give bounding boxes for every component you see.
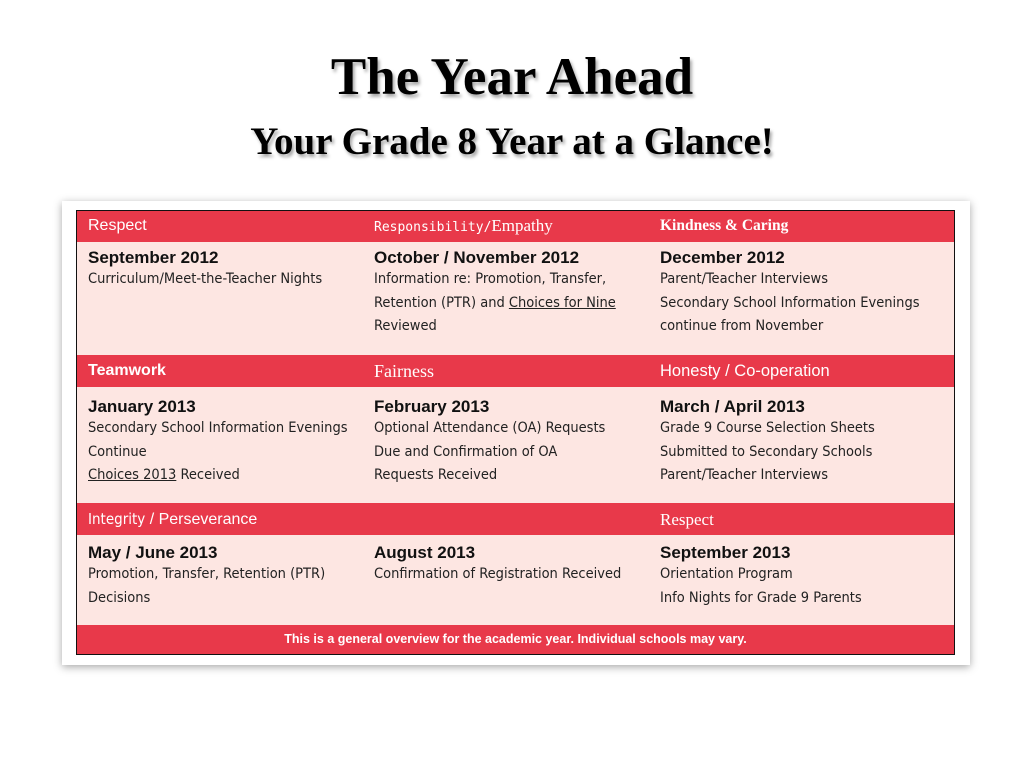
value-label: [88, 217, 147, 235]
event-line-text: Retention (PTR) and: [374, 294, 509, 311]
value-label: [660, 217, 788, 235]
value-label-lead: Responsibility/: [374, 220, 492, 235]
event-line: continue from November: [660, 318, 824, 334]
event-line: Orientation Program: [660, 566, 793, 582]
event-line: Secondary School Information Evenings: [660, 294, 920, 311]
event-line: Due and Confirmation of OA: [374, 443, 558, 460]
event-line: Parent/Teacher Interviews: [660, 271, 829, 287]
value-label-text: Respect: [88, 217, 147, 234]
period-heading: March / April 2013: [660, 397, 805, 416]
event-line: Info Nights for Grade 9 Parents: [660, 589, 862, 606]
footer-band: [77, 625, 954, 654]
calendar-cell: [88, 397, 363, 488]
event-line: Confirmation of Registration Received: [374, 566, 622, 582]
slide-title: The Year Ahead: [330, 48, 694, 106]
choices-for-nine-link-text: Choices for Nine: [508, 294, 616, 311]
event-line: [374, 292, 649, 316]
calendar-cell: [374, 543, 649, 587]
value-label-text: / Perseverance: [145, 511, 258, 528]
event-line: Promotion, Transfer, Retention (PTR): [88, 566, 326, 582]
event-line: Optional Attendance (OA) Requests: [374, 420, 606, 436]
slide-subtitle: Your Grade 8 Year at a Glance!: [250, 120, 774, 163]
period-heading: January 2013: [88, 397, 196, 416]
period-heading: October / November 2012: [374, 248, 580, 267]
calendar-cell: [88, 543, 363, 610]
calendar-cell: [88, 248, 363, 292]
period-heading: May / June 2013: [88, 543, 218, 562]
period-heading: August 2013: [374, 543, 476, 562]
value-label-text: Fairness: [374, 361, 434, 381]
value-label: [88, 510, 257, 529]
period-heading: September 2013: [660, 543, 791, 562]
value-label: [374, 216, 553, 236]
values-band-2: [77, 355, 954, 387]
event-line: Secondary School Information Evenings: [88, 420, 348, 436]
period-heading: September 2012: [88, 248, 219, 267]
event-line: Continue: [88, 443, 147, 460]
value-label-text: Kindness & Caring: [660, 217, 789, 234]
calendar-cell: [374, 397, 649, 488]
values-band-1: [77, 211, 954, 242]
event-line-text: Received: [176, 467, 240, 483]
footer-disclaimer: This is a general overview for the academic year. Individual schools may vary.: [284, 632, 747, 646]
event-line: Grade 9 Course Selection Sheets: [660, 420, 875, 436]
calendar-cell: [374, 248, 649, 339]
event-line: Reviewed: [374, 318, 437, 334]
value-label: [88, 362, 166, 380]
event-line: Decisions: [88, 589, 151, 606]
values-band-3: [77, 503, 954, 535]
year-at-a-glance-calendar: [76, 210, 955, 655]
period-heading: February 2013: [374, 397, 490, 416]
value-label: [660, 510, 714, 530]
event-line: Parent/Teacher Interviews: [660, 467, 829, 483]
calendar-cell: [660, 543, 935, 610]
calendar-cell: [660, 248, 935, 339]
event-line: Information re: Promotion, Transfer,: [374, 271, 607, 287]
event-line: Curriculum/Meet-the-Teacher Nights: [88, 271, 323, 287]
value-label: [660, 362, 830, 381]
value-label-lead: Integrity: [88, 510, 146, 528]
choices-2013-link-text: Choices 2013: [88, 467, 177, 483]
value-label-text: Honesty / Co-operation: [660, 362, 830, 380]
calendar-cell: [660, 397, 935, 488]
period-heading: December 2012: [660, 248, 785, 267]
value-label: [374, 361, 434, 382]
event-line: Submitted to Secondary Schools: [660, 443, 873, 460]
event-line: [88, 464, 363, 488]
value-label-text: Respect: [660, 510, 714, 529]
value-label-text: Empathy: [491, 216, 553, 235]
value-label-text: Teamwork: [88, 362, 166, 379]
event-line: Requests Received: [374, 467, 498, 483]
calendar-image-frame: [62, 201, 970, 665]
